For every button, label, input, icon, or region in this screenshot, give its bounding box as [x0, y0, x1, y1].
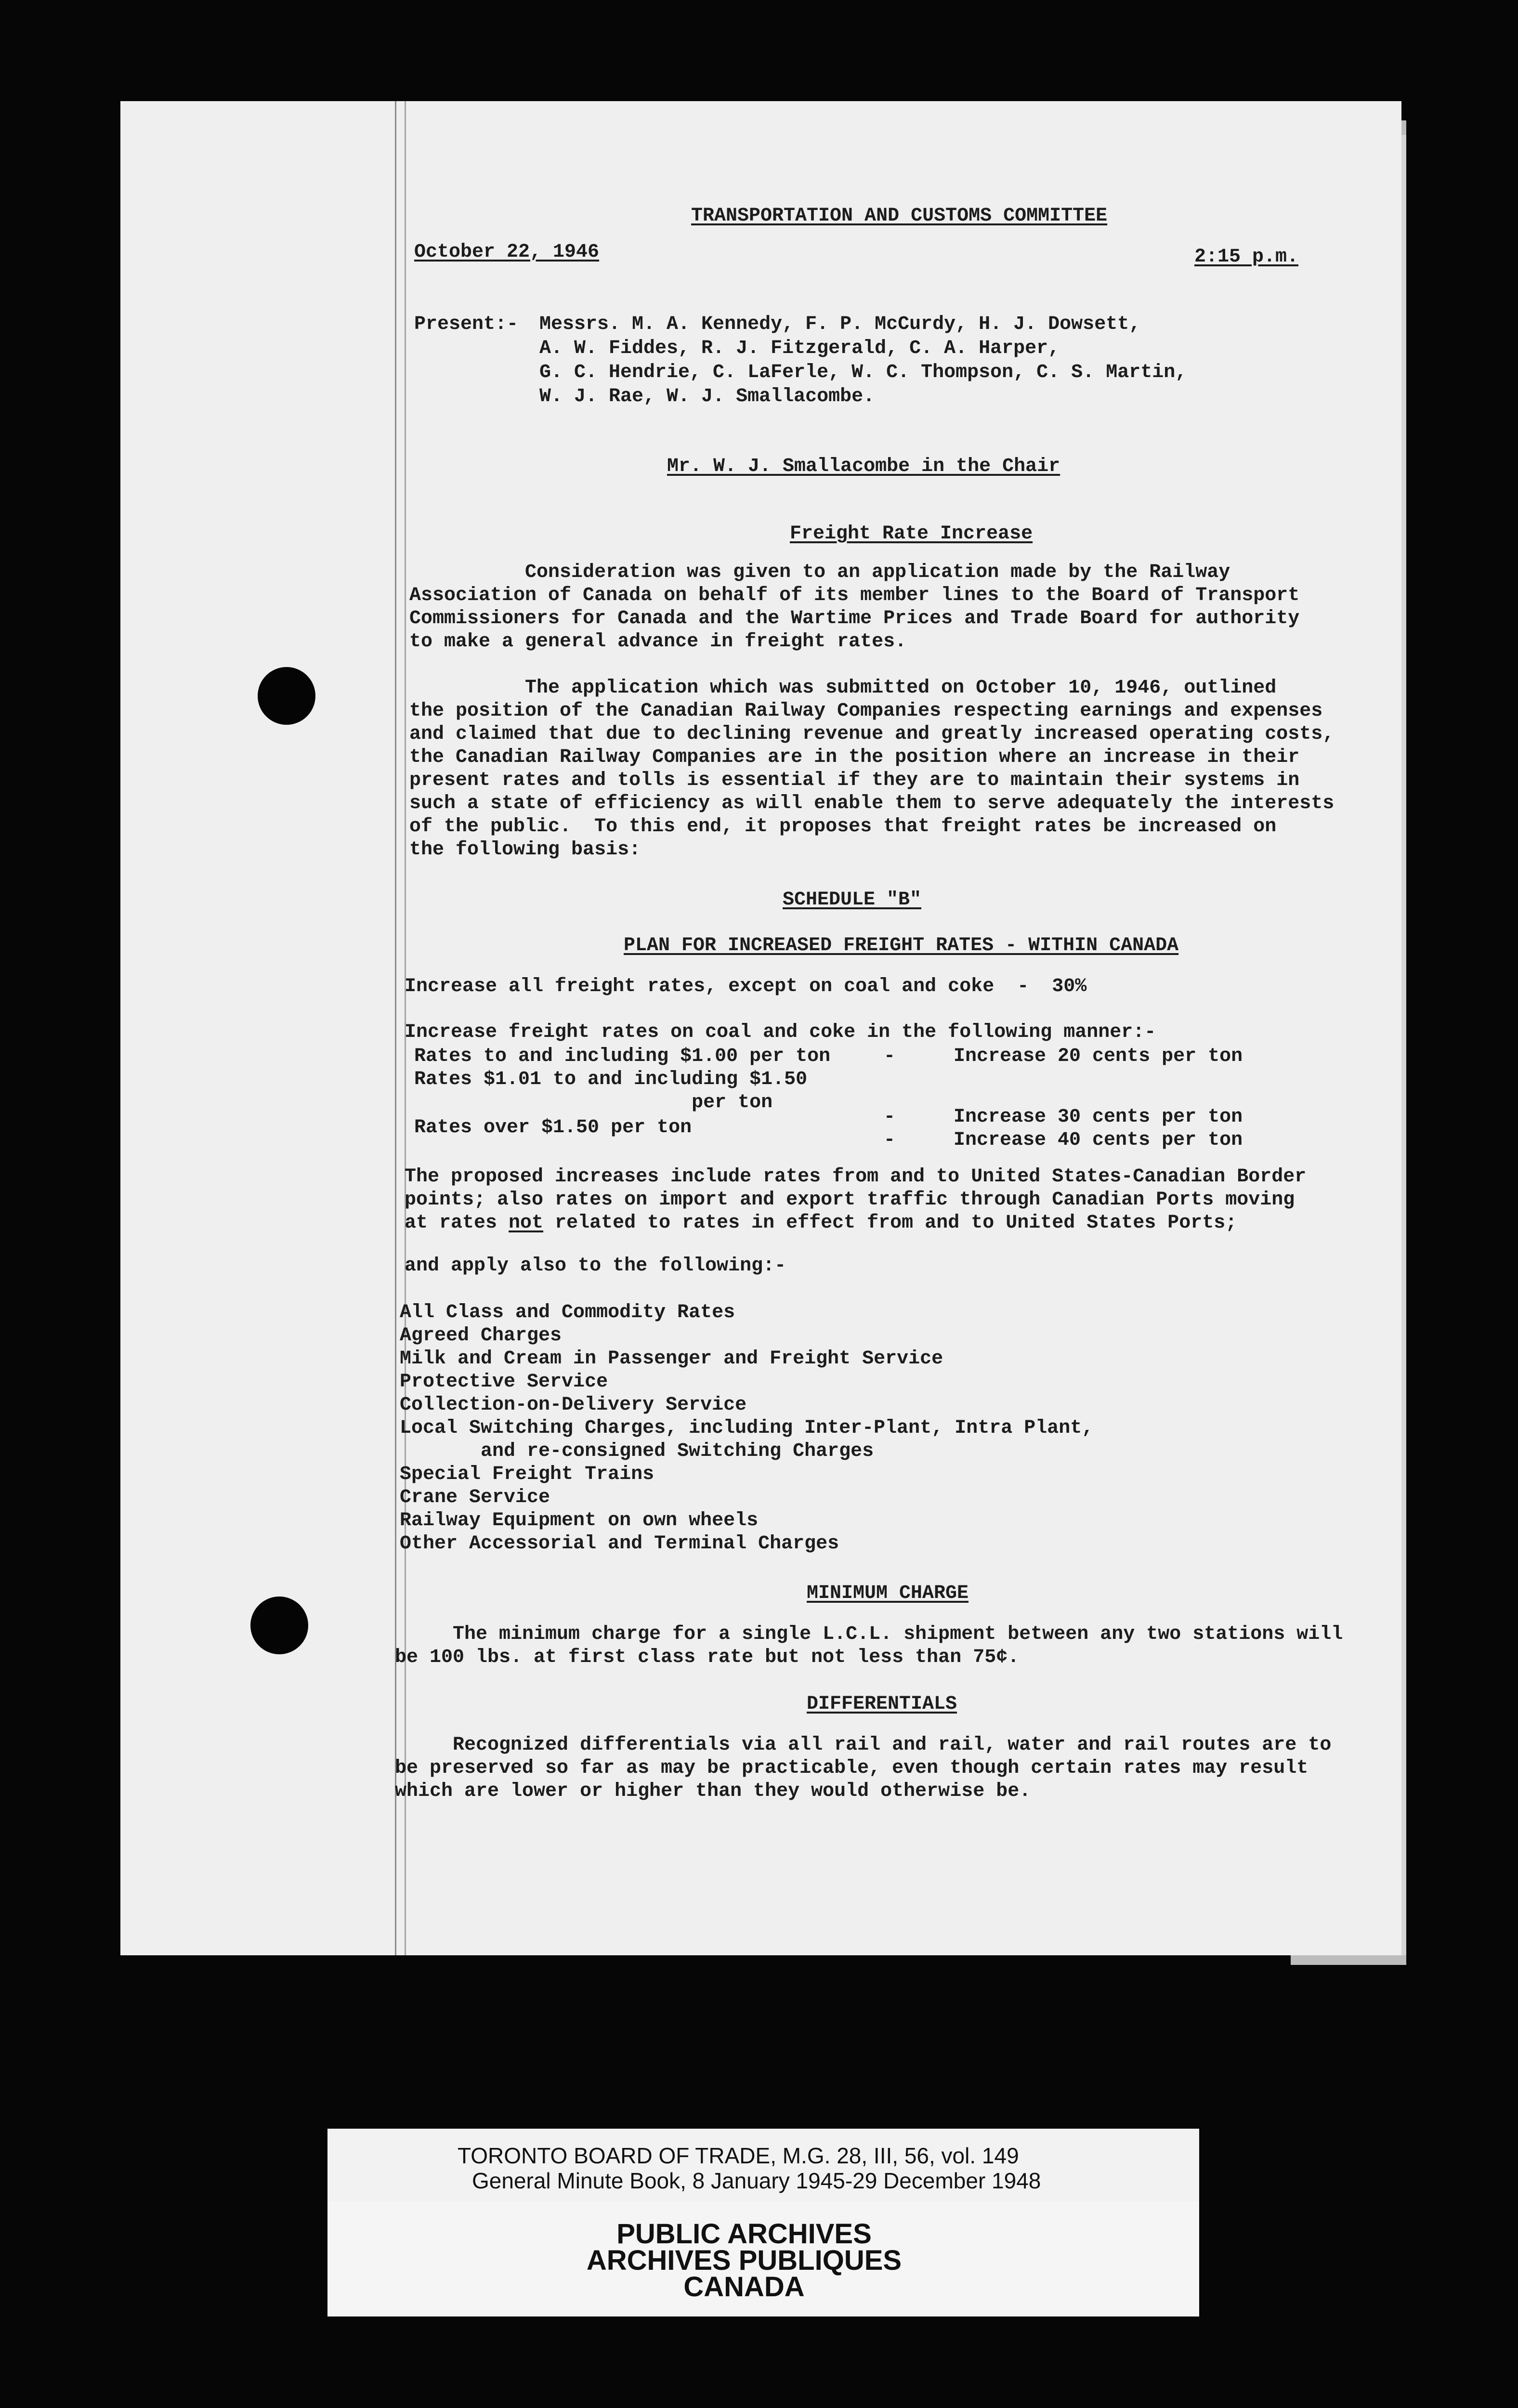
- coal-increase: Increase 30 cents per ton: [954, 1106, 1243, 1128]
- paragraph-line: and claimed that due to declining revenue and greatly increased operating costs,: [409, 723, 1335, 745]
- apply-item: Agreed Charges: [400, 1325, 562, 1347]
- apply-item: Other Accessorial and Terminal Charges: [400, 1533, 839, 1555]
- minimum-charge-title: MINIMUM CHARGE: [807, 1583, 969, 1604]
- punch-hole-top: [258, 667, 315, 725]
- coal-increase: Increase 20 cents per ton: [954, 1046, 1243, 1067]
- apply-also-heading: and apply also to the following:-: [405, 1255, 786, 1277]
- present-line: G. C. Hendrie, C. LaFerle, W. C. Thompson, C. S. Martin,: [539, 362, 1187, 383]
- apply-item: Collection-on-Delivery Service: [400, 1394, 747, 1416]
- paragraph-line: such a state of efficiency as will enable them to serve adequately the interests: [409, 793, 1335, 814]
- present-label: Present:-: [414, 314, 519, 335]
- coal-rate: per ton: [414, 1092, 773, 1113]
- coal-intro: Increase freight rates on coal and coke in the following manner:-: [405, 1021, 1156, 1043]
- paragraph-line: Commissioners for Canada and the Wartime Prices and Trade Board for authority: [409, 608, 1300, 629]
- apply-item: and re-consigned Switching Charges: [400, 1440, 874, 1462]
- minimum-charge-line: The minimum charge for a single L.C.L. shipment between any two stations will: [395, 1623, 1343, 1645]
- document-page: [120, 101, 1401, 1955]
- archive-ref-line: General Minute Book, 8 January 1945-29 December 1948: [472, 2168, 1041, 2193]
- chair-heading: Mr. W. J. Smallacombe in the Chair: [667, 456, 1060, 477]
- paragraph-line: the Canadian Railway Companies are in the position where an increase in their: [409, 746, 1300, 768]
- coal-dash: -: [884, 1046, 896, 1067]
- coal-rate: Rates to and including $1.00 per ton: [414, 1046, 831, 1067]
- proposed-line-3: [405, 1212, 1237, 1235]
- coal-increase: Increase 40 cents per ton: [954, 1129, 1243, 1151]
- apply-item: Special Freight Trains: [400, 1464, 654, 1485]
- differentials-line: be preserved so far as may be practicable, even though certain rates may result: [395, 1757, 1309, 1779]
- archive-name: CANADA: [683, 2271, 805, 2303]
- apply-item: Crane Service: [400, 1487, 550, 1508]
- paragraph-line: the following basis:: [409, 839, 641, 861]
- proposed-not: not: [509, 1212, 544, 1234]
- punch-hole-bottom: [250, 1597, 308, 1654]
- coal-dash: -: [884, 1106, 896, 1128]
- paragraph-line: Association of Canada on behalf of its member lines to the Board of Transport: [409, 585, 1300, 606]
- archive-name: ARCHIVES PUBLIQUES: [586, 2245, 902, 2276]
- minimum-charge-line: be 100 lbs. at first class rate but not less than 75¢.: [395, 1647, 1020, 1668]
- paragraph-line: The application which was submitted on October 10, 1946, outlined: [409, 677, 1277, 699]
- paragraph-line: of the public. To this end, it proposes that freight rates be increased on: [409, 816, 1277, 838]
- apply-item: Protective Service: [400, 1371, 608, 1393]
- coal-rate: Rates over $1.50 per ton: [414, 1117, 692, 1139]
- apply-item: Milk and Cream in Passenger and Freight Service: [400, 1348, 943, 1370]
- proposed-line: points; also rates on import and export traffic through Canadian Ports moving: [405, 1189, 1295, 1211]
- present-line: Messrs. M. A. Kennedy, F. P. McCurdy, H. J. Dowsett,: [539, 314, 1141, 335]
- apply-item: Local Switching Charges, including Inter-Plant, Intra Plant,: [400, 1417, 1094, 1439]
- proposed-line: The proposed increases include rates from and to United States-Canadian Border: [405, 1166, 1307, 1188]
- archive-ref-line: TORONTO BOARD OF TRADE, M.G. 28, III, 56, vol. 149: [458, 2143, 1019, 2168]
- apply-item: Railway Equipment on own wheels: [400, 1510, 759, 1531]
- paragraph-line: Consideration was given to an application made by the Railway: [409, 562, 1230, 583]
- differentials-line: Recognized differentials via all rail and rail, water and rail routes are to: [395, 1734, 1332, 1756]
- archive-name: PUBLIC ARCHIVES: [616, 2218, 872, 2250]
- present-line: A. W. Fiddes, R. J. Fitzgerald, C. A. Harper,: [539, 338, 1060, 359]
- coal-dash: -: [884, 1129, 896, 1151]
- present-line: W. J. Rae, W. J. Smallacombe.: [539, 386, 875, 407]
- increase-all-line: Increase all freight rates, except on coal and coke - 30%: [405, 976, 1087, 997]
- committee-title: TRANSPORTATION AND CUSTOMS COMMITTEE: [691, 205, 1108, 227]
- margin-rule: [395, 101, 396, 1955]
- schedule-title: SCHEDULE "B": [783, 889, 922, 911]
- plan-title: PLAN FOR INCREASED FREIGHT RATES - WITHIN CANADA: [624, 935, 1179, 956]
- meeting-time: 2:15 p.m.: [1194, 246, 1299, 268]
- meeting-date: October 22, 1946: [414, 241, 600, 263]
- differentials-line: which are lower or higher than they would otherwise be.: [395, 1780, 1031, 1802]
- differentials-title: DIFFERENTIALS: [807, 1693, 957, 1715]
- paragraph-line: the position of the Canadian Railway Companies respecting earnings and expenses: [409, 700, 1323, 722]
- coal-rate: Rates $1.01 to and including $1.50: [414, 1069, 808, 1090]
- proposed-pre: at rates: [405, 1212, 509, 1234]
- paragraph-line: present rates and tolls is essential if they are to maintain their systems in: [409, 770, 1300, 791]
- proposed-post: related to rates in effect from and to United States Ports;: [543, 1212, 1237, 1234]
- paragraph-line: to make a general advance in freight rates.: [409, 631, 907, 653]
- apply-item: All Class and Commodity Rates: [400, 1302, 735, 1323]
- section-title: Freight Rate Increase: [790, 523, 1033, 545]
